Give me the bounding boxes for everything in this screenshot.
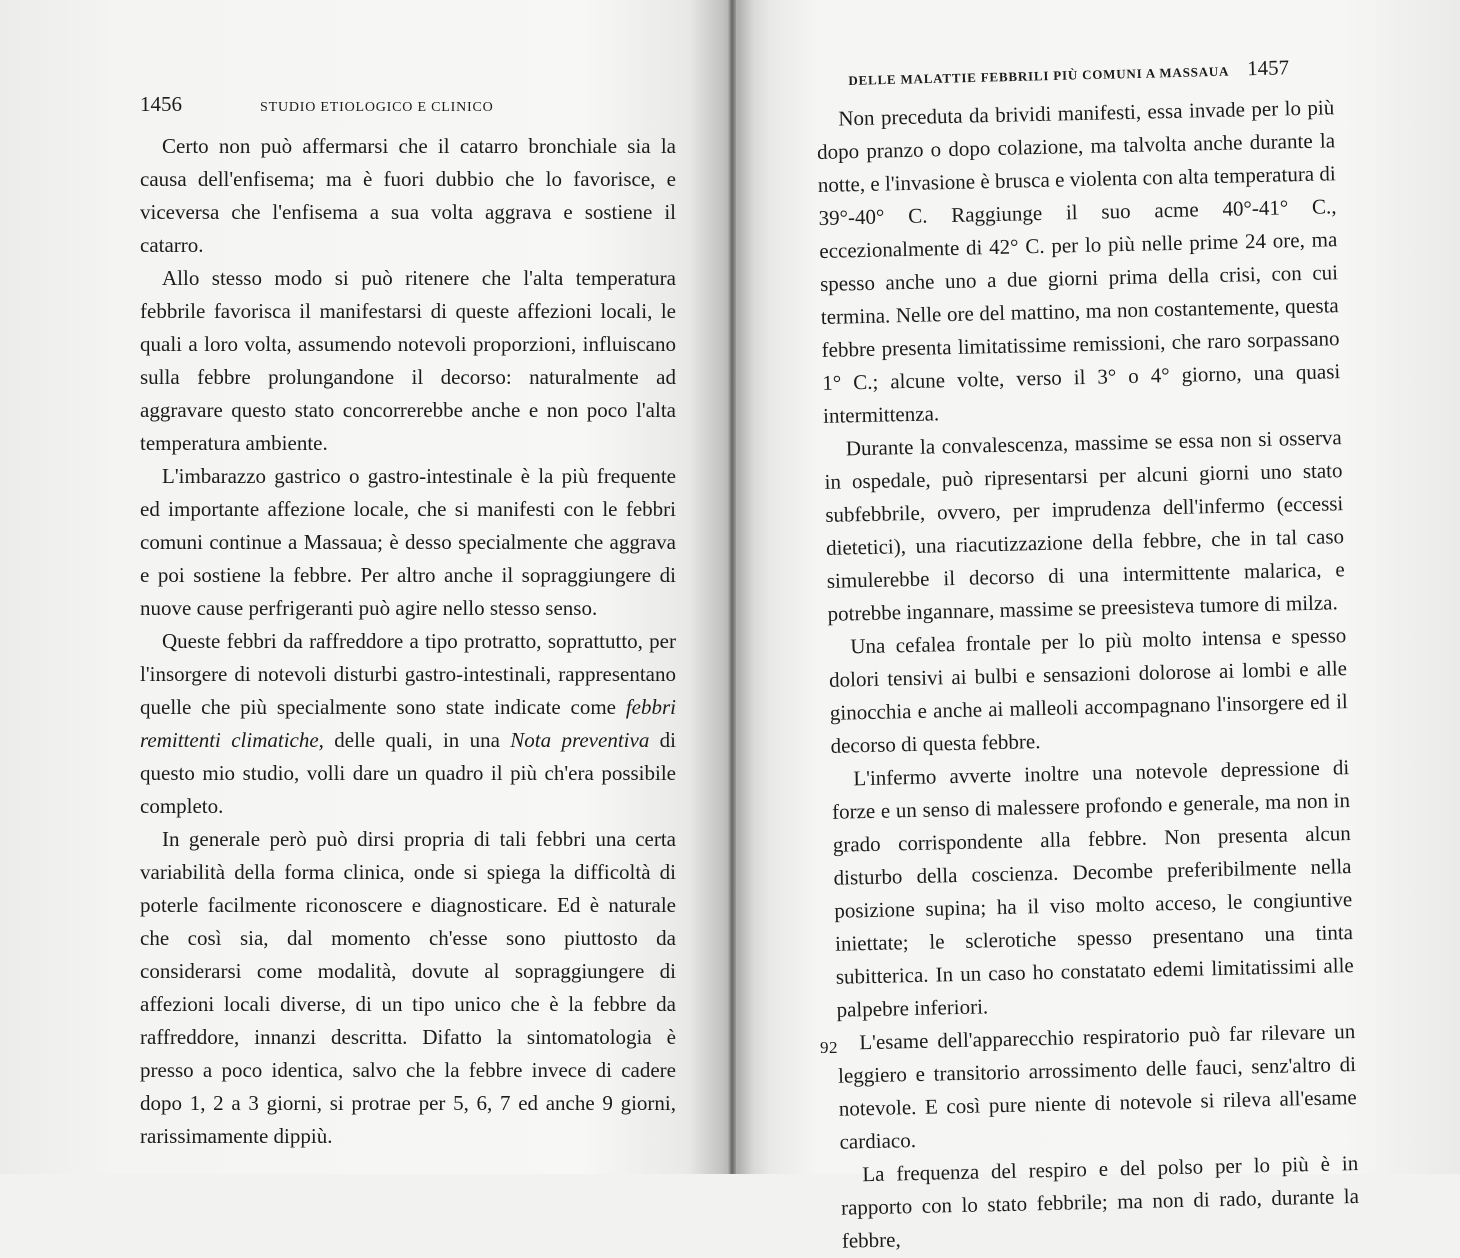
left-paragraph-3: L'imbarazzo gastrico o gastro-intestinale è la più frequente ed importante affezione locale, che si manifesti con le febbri comuni continue a Massaua; è desso specialmente che aggrava e poi sostiene la febbre. Per altro anche il sopraggiungere di nuove cause perfrigeranti può agire nello stesso senso. [140,464,676,620]
right-paragraph-6: La frequenza del respiro e del polso per lo più è in rapporto con lo stato febbrile; ma non di rado, durante la febbre, [840,1150,1360,1253]
signature-mark: 92 [820,1038,838,1057]
left-paragraph-4 [140,625,676,823]
p4-text-after: di questo mio studio, volli dare un quadro il più ch'era possibile completo. [140,728,676,818]
right-running-title: DELLE MALATTIE FEBBRILI PIÙ COMUNI A MASSAUA [848,63,1230,88]
right-running-head [848,54,1348,91]
right-paragraph-3: Una cefalea frontale per lo più molto intensa e spesso dolori tensivi ai bulbi e sensazioni dolorose ai lombi e alle ginocchia e anche ai malleoli accompagnano l'insorgere ed il decorso di questa febbre. [828,623,1348,758]
right-page [736,0,1460,1253]
left-paragraph-2: Allo stesso modo si può ritenere che l'alta temperatura febbrile favorisca il manifestarsi di queste affezioni locali, le quali a loro volta, assumendo notevoli proporzioni, influiscano sulla febbre prolungandone il decorso: naturalmente ad aggravare questo stato concorrerebbe anche e non poco l'alta temperatura ambiente. [140,266,676,455]
p4-italic-term-2: Nota preventiva [510,728,650,752]
left-body-text [140,130,676,1153]
left-page-number: 1456 [140,92,182,116]
p4-text-before: Queste febbri da raffreddore a tipo protratto, soprattutto, per l'insorgere di notevoli disturbi gastro-intestinali, rappresentano quelle che più specialmente sono state indicate come [140,629,676,719]
left-paragraph-5: In generale però può dirsi propria di tali febbri una certa variabilità della forma clinica, onde si spiega la difficoltà di poterle facilmente riconoscere e diagnosticare. Ed è naturale che così sia, dal momento ch'esse sono piuttosto da considerarsi come modalità, dovute al sopraggiungere di affezioni locali diverse, di un tipo unico che è la febbre da raffreddore, innanzi descritta. Difatto la sintomatologia è presso a poco identica, salvo che la febbre invece di cadere dopo 1, 2 a 3 giorni, si protrae per 5, 6, 7 ed anche 9 giorni, rarissimamente dippiù. [140,827,676,1148]
gutter-fold [728,0,736,1174]
left-running-head [140,92,680,117]
right-paragraph-4: L'infermo avverte inoltre una notevole depressione di forze e un senso di malessere profondo e generale, ma non in grado corrispondente alla febbre. Non presenta alcun disturbo della coscienza. Decombe preferibilmente nella posizione supina; ha il viso molto acceso, le congiuntive iniettate; le sclerotiche spesso presentano una tinta subitterica. In un caso ho constatato edemi limitatissimi alle palpebre inferiori. [831,755,1354,1022]
p4-italic-term-1: febbri remittenti climatiche, [140,695,676,752]
left-running-title: STUDIO ETIOLOGICO E CLINICO [260,100,494,115]
right-body-text [816,91,1360,1257]
right-paragraph-5: L'esame dell'apparecchio respiratorio può far rilevare un leggiero e transitorio arrossimento delle fauci, senz'altro di notevole. E così pure niente di notevole si rileva all'esame cardiaco. [837,1019,1357,1154]
right-paragraph-1: Non preceduta da brividi manifesti, essa invade per lo più dopo pranzo o dopo colazione, ma talvolta anche durante la notte, e l'invasione è brusca e violenta con alta temperatura di 39°-40° C. Raggiunge il suo acme 40°-41° C., eccezionalmente di 42° C. per lo più nelle prime 24 ore, ma spesso anche uno a due giorni prima della crisi, con cui termina. Nelle ore del mattino, ma non costantemente, questa febbre presenta limitatissime remissioni, che raro sorpassano 1° C.; alcune volte, verso il 3° o 4° giorno, una quasi intermittenza. [816,95,1341,428]
right-paragraph-2: Durante la convalescenza, massime se essa non si osserva in ospedale, può ripresentarsi per alcuni giorni uno stato subfebbrile, ovvero, per imprudenza dell'infermo (eccessi dietetici), una riacutizzazione della febbre, che in tal caso simulerebbe il decorso di una intermittente malarica, e potrebbe ingannare, massime se preesisteva tumore di milza. [824,425,1345,626]
p4-text-middle: delle quali, in una [323,728,511,752]
left-page [0,0,728,1174]
right-page-number: 1457 [1246,55,1290,81]
left-paragraph-1: Certo non può affermarsi che il catarro bronchiale sia la causa dell'enfisema; ma è fuori dubbio che lo favorisce, e viceversa che l'enfisema a sua volta aggrava e sostiene il catarro. [140,134,676,257]
